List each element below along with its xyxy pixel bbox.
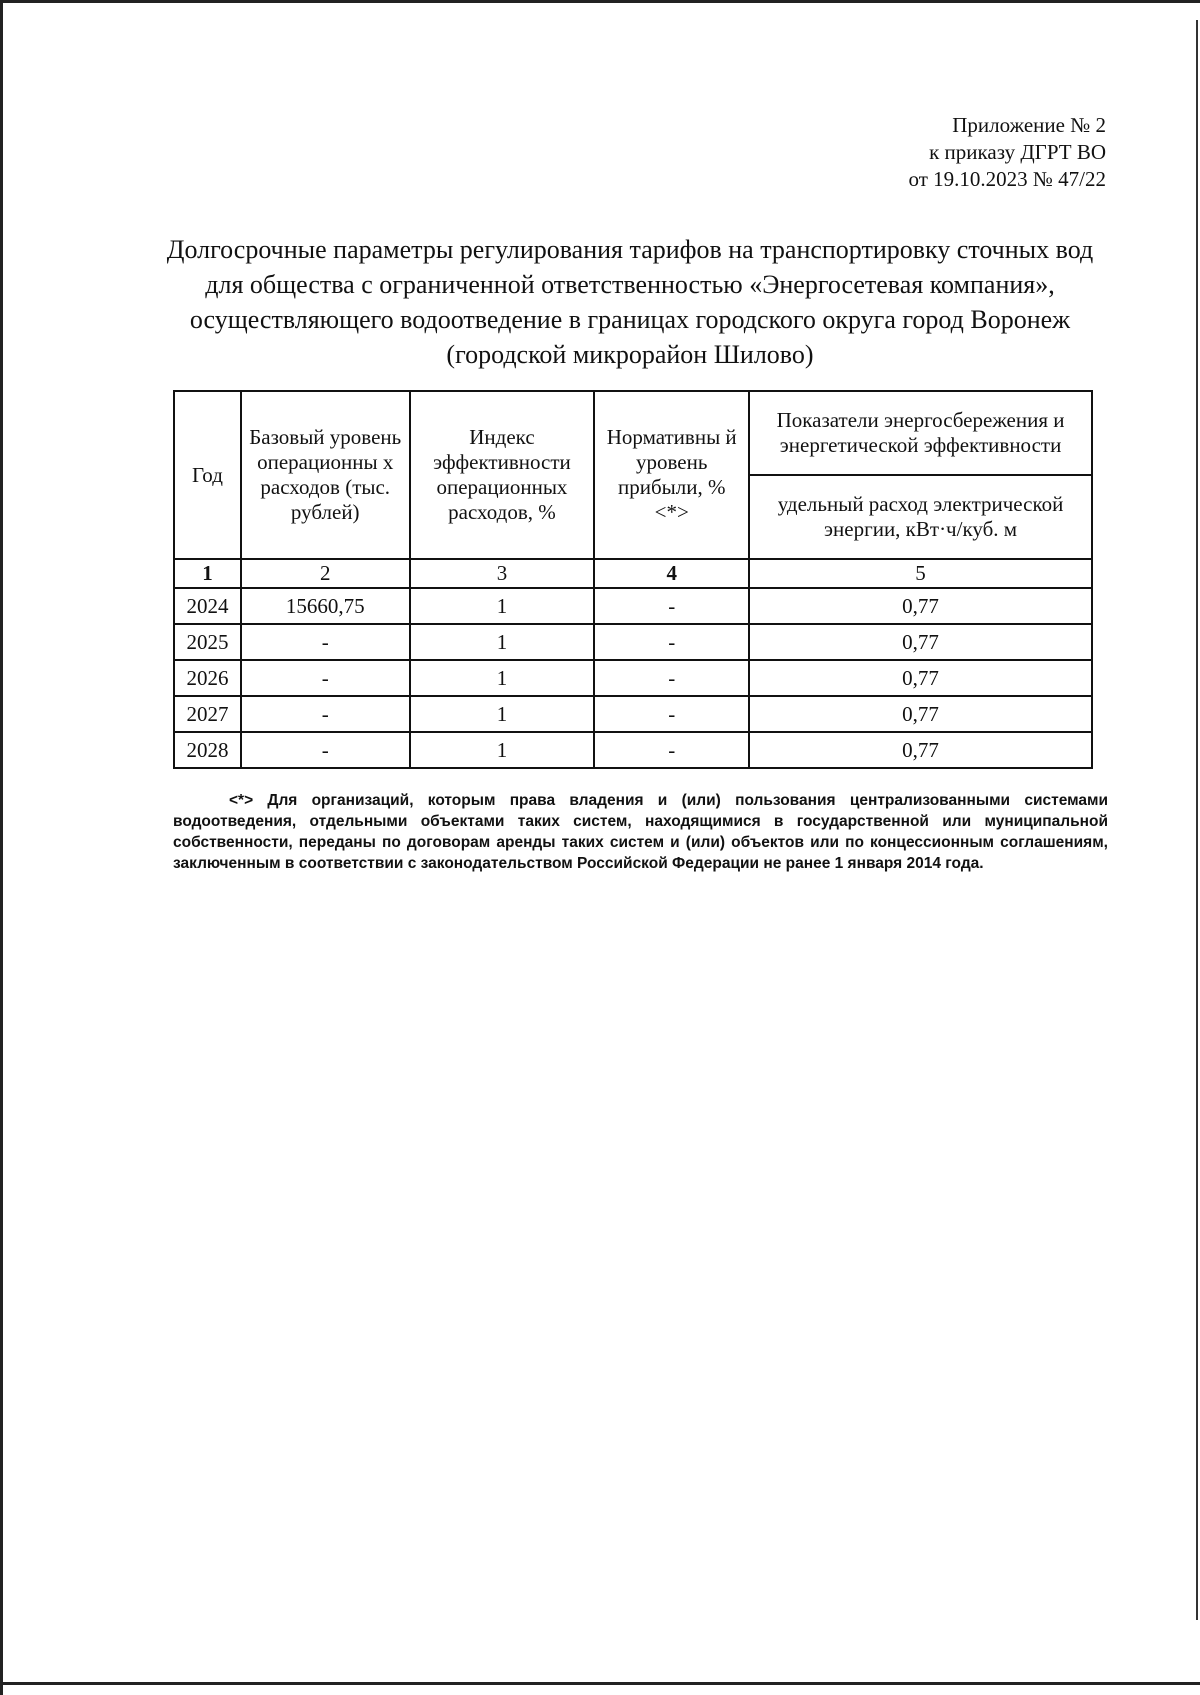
- cell-profit-level: -: [594, 588, 749, 624]
- cell-energy-consumption: 0,77: [749, 624, 1092, 660]
- page-border-right: [1196, 20, 1198, 1620]
- cell-energy-consumption: 0,77: [749, 660, 1092, 696]
- header-base-level: Базовый уровень операционны х расходов (тыс. рублей): [241, 391, 410, 559]
- page-border-left: [0, 0, 3, 1695]
- cell-year: 2028: [174, 732, 241, 768]
- cell-energy-consumption: 0,77: [749, 588, 1092, 624]
- column-number-row: [174, 559, 1092, 588]
- cell-energy-consumption: 0,77: [749, 696, 1092, 732]
- cell-efficiency-index: 1: [410, 732, 595, 768]
- cell-profit-level: -: [594, 660, 749, 696]
- table-row: [174, 588, 1092, 624]
- table-row: [174, 624, 1092, 660]
- table-row: [174, 696, 1092, 732]
- cell-efficiency-index: 1: [410, 660, 595, 696]
- header-energy-consumption: удельный расход электрической энергии, кВт·ч/куб. м: [749, 475, 1092, 559]
- cell-efficiency-index: 1: [410, 696, 595, 732]
- column-number: 4: [594, 559, 749, 588]
- parameters-table: [173, 390, 1093, 769]
- cell-efficiency-index: 1: [410, 624, 595, 660]
- document-title: Долгосрочные параметры регулирования тарифов на транспортировку сточных вод для общества с ограниченной ответственностью «Энергосетевая компания», осуществляющего водоотведение в границах городского округа город Воронеж (городской микрорайон Шилово): [166, 235, 1094, 369]
- header-energy-group: Показатели энергосбережения и энергетической эффективности: [749, 391, 1092, 475]
- header-efficiency-index: Индекс эффективности операционных расходов, %: [410, 391, 595, 559]
- annex-order-date: от 19.10.2023 № 47/22: [908, 167, 1106, 191]
- cell-year: 2027: [174, 696, 241, 732]
- cell-profit-level: -: [594, 732, 749, 768]
- cell-profit-level: -: [594, 624, 749, 660]
- column-number: 1: [174, 559, 241, 588]
- header-profit-level: Нормативны й уровень прибыли, % <*>: [594, 391, 749, 559]
- cell-year: 2026: [174, 660, 241, 696]
- cell-base-level: -: [241, 624, 410, 660]
- cell-base-level: 15660,75: [241, 588, 410, 624]
- column-number: 5: [749, 559, 1092, 588]
- annex-number: Приложение № 2: [952, 113, 1106, 137]
- cell-profit-level: -: [594, 696, 749, 732]
- cell-efficiency-index: 1: [410, 588, 595, 624]
- annex-order-ref: к приказу ДГРТ ВО: [929, 140, 1106, 164]
- table-row: [174, 732, 1092, 768]
- annex-header: [908, 112, 1106, 193]
- table-header-row: [174, 391, 1092, 475]
- cell-energy-consumption: 0,77: [749, 732, 1092, 768]
- footnote: <*> Для организаций, которым права владения и (или) пользования централизованными системами водоотведения, отдельными объектами таких систем, находящимися в государственной или муниципальной собственности, переданы по договорам аренды таких систем и (или) объектов или по концессионным соглашениям, заключенным в соответствии с законодательством Российской Федерации не ранее 1 января 2014 года.: [173, 792, 1108, 872]
- page-border-top: [0, 0, 1200, 3]
- table-row: [174, 660, 1092, 696]
- page-border-bottom: [0, 1682, 1200, 1685]
- cell-year: 2025: [174, 624, 241, 660]
- column-number: 3: [410, 559, 595, 588]
- cell-base-level: -: [241, 696, 410, 732]
- header-year: Год: [174, 391, 241, 559]
- cell-year: 2024: [174, 588, 241, 624]
- cell-base-level: -: [241, 732, 410, 768]
- column-number: 2: [241, 559, 410, 588]
- cell-base-level: -: [241, 660, 410, 696]
